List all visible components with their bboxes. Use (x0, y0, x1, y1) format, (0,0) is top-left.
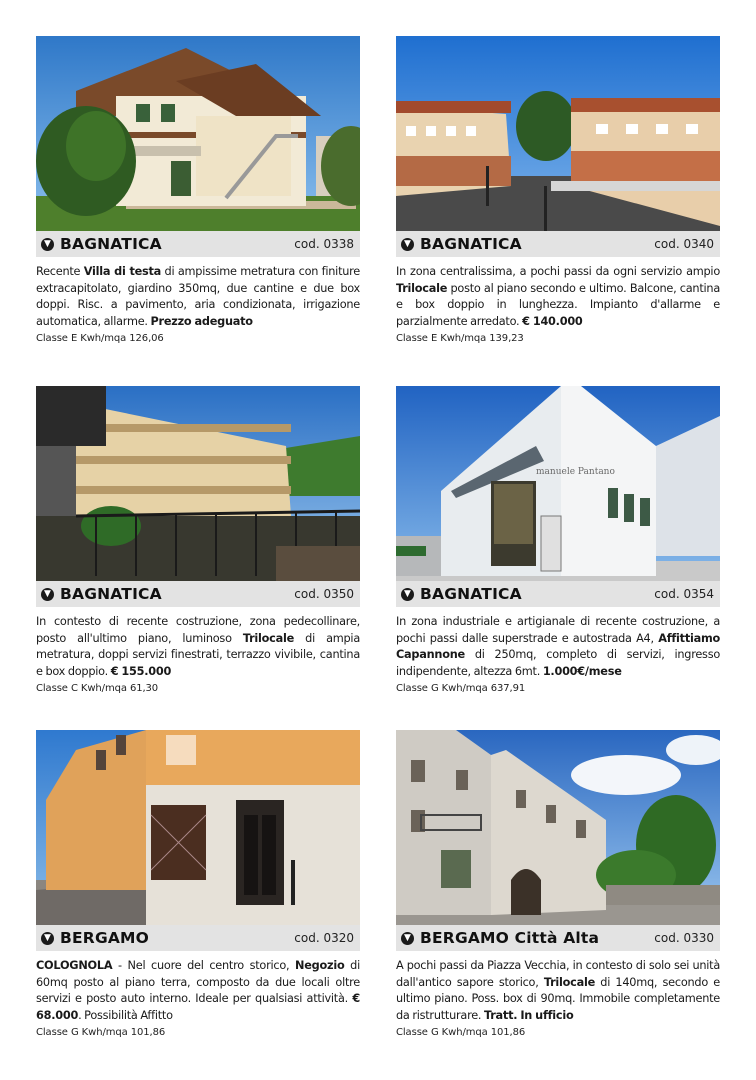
listing-description (36, 264, 360, 330)
description-highlight: Trilocale (242, 631, 295, 645)
description-text: posto al piano secondo e ultimo. Balcone, cantina e box doppio in lunghezza. Impianto d'allarme e parzialmente arredato. (396, 281, 720, 328)
listing-location: BAGNATICA (60, 235, 162, 253)
description-text: In zona industriale e artigianale di recente costruzione, a pochi passi dalle superstrade e autostrada A4, (396, 615, 720, 645)
property-photo-historic[interactable] (396, 730, 720, 925)
listing-card-0340[interactable] (396, 36, 720, 344)
listing-description (396, 264, 720, 330)
description-text: . Possibilità Affitto (78, 1008, 173, 1022)
description-text: Recente (36, 265, 84, 278)
listing-code: cod. 0338 (294, 237, 354, 251)
location-pin-icon: ▼ (41, 238, 54, 251)
listing-header (36, 581, 360, 607)
listing-card-0320[interactable] (36, 730, 360, 1038)
listing-card-0354[interactable] (396, 386, 720, 694)
listing-card-0350[interactable] (36, 386, 360, 694)
listing-location: BAGNATICA (420, 235, 522, 253)
location-pin-icon: ▼ (41, 932, 54, 945)
listing-location: BERGAMO (60, 929, 150, 947)
description-text: di ampissime metratura con finiture extracapitolato, giardino 350mq, due cantine e due box doppi. Risc. a pavimento, aria condizionata, irrigazione automatica, allarme. (36, 265, 361, 328)
listing-location: BAGNATICA (60, 585, 162, 603)
description-highlight: Prezzo adeguato (150, 314, 253, 328)
description-text: - Nel cuore del centro storico, (112, 959, 296, 972)
listing-code: cod. 0340 (654, 237, 714, 251)
description-text: In contesto di recente costruzione, zona pedecollinare, posto all'ultimo piano, luminoso (36, 615, 360, 645)
description-highlight: € 140.000 (522, 314, 583, 328)
listing-description (396, 958, 720, 1024)
location-pin-icon: ▼ (41, 588, 54, 601)
listing-code: cod. 0354 (654, 587, 714, 601)
description-highlight: Negozio (295, 959, 345, 972)
property-photo-shop[interactable] (36, 730, 360, 925)
listing-header (396, 581, 720, 607)
listing-code: cod. 0320 (294, 931, 354, 945)
listing-code: cod. 0330 (654, 931, 714, 945)
description-text: di 60mq posto al piano terra, composto da due locali oltre servizi e posto auto interno. Ideale per qualsiasi attività. (36, 959, 360, 1005)
listing-location: BAGNATICA (420, 585, 522, 603)
description-highlight: € 68.000 (36, 992, 360, 1022)
listing-header (396, 231, 720, 257)
property-photo-villa[interactable] (36, 36, 360, 231)
description-highlight: Tratt. In ufficio (484, 1008, 574, 1022)
listing-card-0338[interactable] (36, 36, 360, 344)
description-text: A pochi passi da Piazza Vecchia, in contesto di solo sei unità dall'antico sapore storico, (396, 959, 720, 989)
description-highlight: Trilocale (543, 975, 596, 989)
description-highlight: € 155.000 (110, 664, 172, 678)
description-text: In zona centralissima, a pochi passi da ogni servizio ampio (396, 265, 720, 278)
location-pin-icon: ▼ (401, 588, 414, 601)
watermark-text: manuele Pantano (536, 467, 615, 477)
description-highlight: Affittiamo Capannone (396, 631, 720, 661)
listing-location: BERGAMO Città Alta (420, 929, 600, 947)
property-photo-apartments[interactable] (396, 36, 720, 231)
energy-class: Classe G Kwh/mqa 101,86 (36, 1027, 166, 1038)
energy-class: Classe E Kwh/mqa 126,06 (36, 333, 164, 344)
description-text: di 250mq, completo di servizi, ingresso indipendente, altezza 6mt. (396, 648, 720, 678)
energy-class: Classe C Kwh/mqa 61,30 (36, 683, 159, 694)
listing-header (396, 925, 720, 951)
location-pin-icon: ▼ (401, 238, 414, 251)
location-pin-icon: ▼ (401, 932, 414, 945)
energy-class: Classe G Kwh/mqa 101,86 (396, 1027, 526, 1038)
listing-card-0330[interactable] (396, 730, 720, 1038)
description-text: di ampia metratura, doppi servizi finestrati, terrazzo vivibile, cantina e box doppio. (36, 631, 360, 678)
listing-header (36, 231, 360, 257)
property-photo-residence[interactable] (36, 386, 360, 581)
description-highlight: COLOGNOLA (36, 959, 113, 972)
listing-code: cod. 0350 (294, 587, 354, 601)
description-highlight: 1.000€/mese (542, 664, 622, 678)
property-photo-warehouse[interactable] (396, 386, 720, 581)
listing-header (36, 925, 360, 951)
description-highlight: Trilocale (396, 281, 448, 295)
description-highlight: Villa di testa (83, 265, 162, 278)
energy-class: Classe G Kwh/mqa 637,91 (396, 683, 526, 694)
listing-description (36, 958, 360, 1024)
listing-description (396, 614, 720, 680)
listing-description (36, 614, 360, 680)
description-text: di 140mq, secondo e ultimo piano. Poss. box di 90mq. Immobile completamente da ristrutturare. (396, 975, 720, 1022)
energy-class: Classe E Kwh/mqa 139,23 (396, 333, 524, 344)
